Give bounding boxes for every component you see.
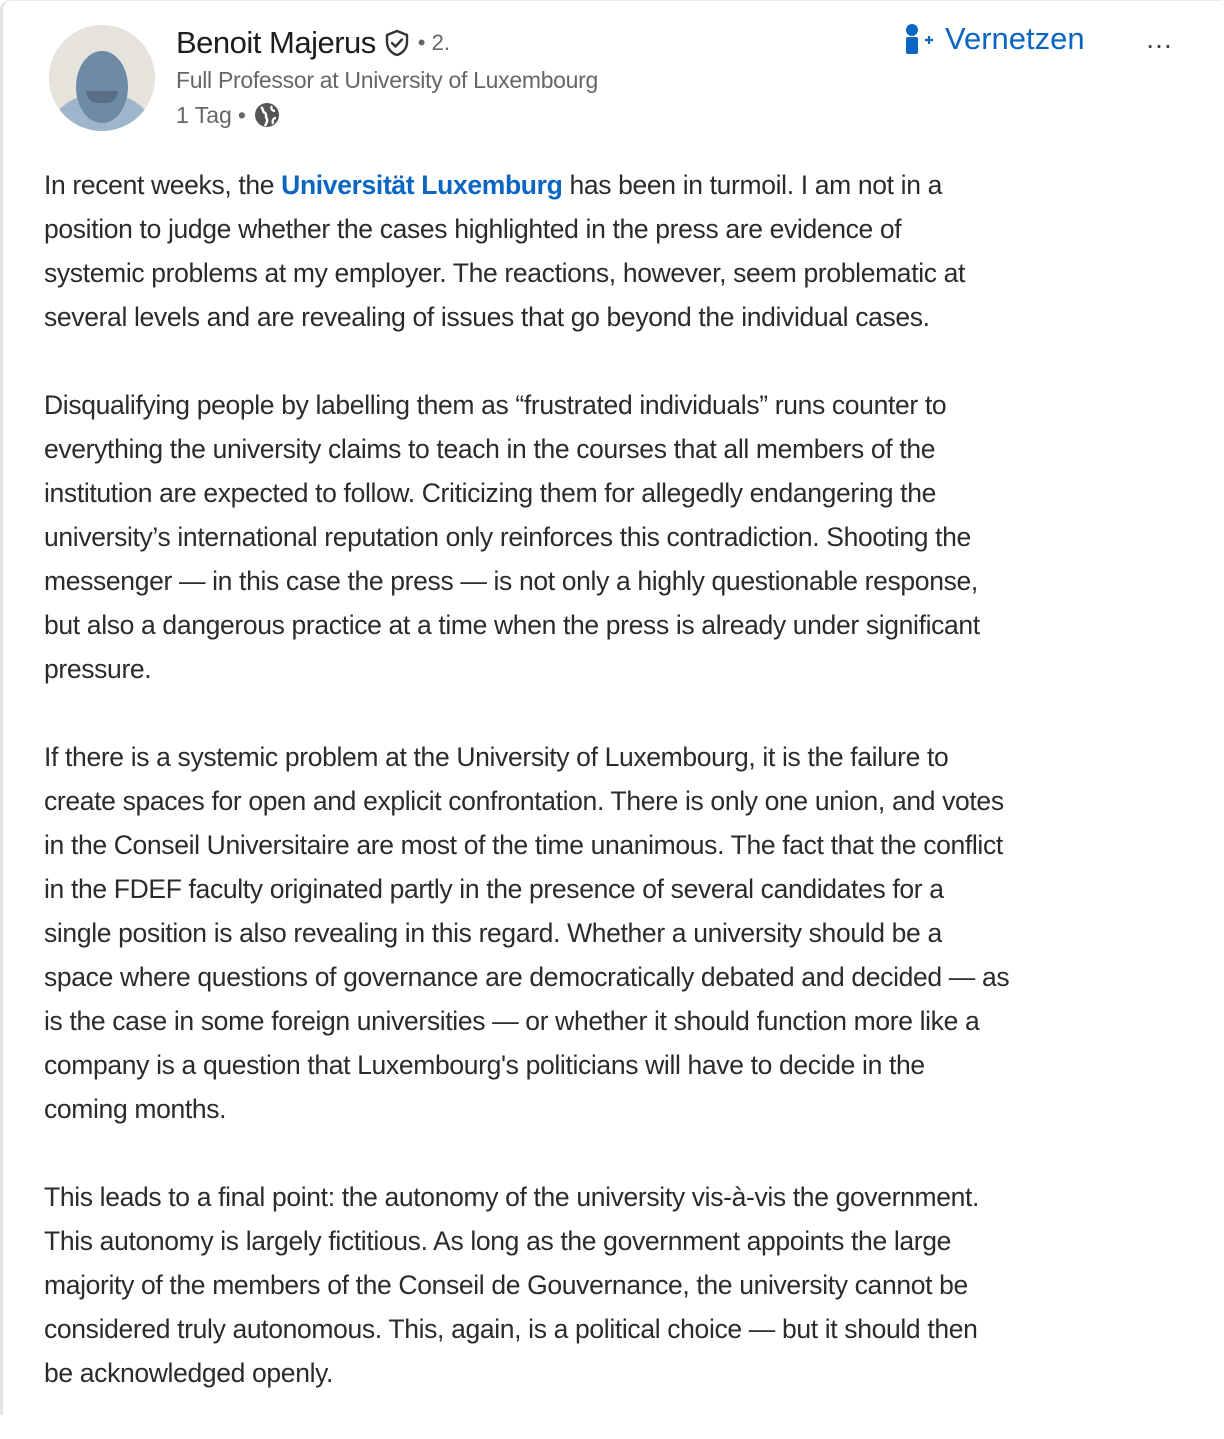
verified-shield-icon bbox=[384, 29, 410, 57]
post-time: 1 Tag bbox=[176, 101, 232, 128]
person-add-icon bbox=[903, 22, 935, 56]
post-paragraph-4 bbox=[44, 1175, 1204, 1395]
post-paragraph-1 bbox=[44, 163, 1204, 339]
post-line: in the Conseil Universitaire are most of the time unanimous. The fact that the conflict bbox=[44, 830, 1003, 860]
post-line: be acknowledged openly. bbox=[44, 1358, 334, 1388]
mention-link[interactable]: Universität Luxemburg bbox=[281, 170, 563, 200]
post-line: position to judge whether the cases highlighted in the press are evidence of bbox=[44, 214, 902, 244]
post-line: is the case in some foreign universities — or whether it should function more like a bbox=[44, 1006, 980, 1036]
more-options-button[interactable] bbox=[1145, 23, 1175, 55]
author-name[interactable]: Benoit Majerus bbox=[176, 25, 376, 60]
post-line bbox=[44, 163, 1204, 207]
post-line: space where questions of governance are democratically debated and decided — as bbox=[44, 962, 1010, 992]
author-headline: Full Professor at University of Luxembourg bbox=[176, 67, 599, 93]
avatar-head-shape bbox=[76, 51, 128, 123]
post-meta bbox=[176, 100, 282, 130]
meta-separator: • bbox=[237, 101, 246, 128]
post-line: company is a question that Luxembourg's politicians will have to decide in the bbox=[44, 1050, 925, 1080]
post-line: considered truly autonomous. This, again, is a political choice — but it should then bbox=[44, 1314, 978, 1344]
post-line: This leads to a final point: the autonomy of the university vis-à-vis the government. bbox=[44, 1182, 980, 1212]
post-paragraph-2 bbox=[44, 383, 1204, 691]
post-body bbox=[44, 163, 1204, 1439]
post-line: but also a dangerous practice at a time when the press is already under significant bbox=[44, 610, 980, 640]
connect-label: Vernetzen bbox=[945, 21, 1085, 56]
post-line: university’s international reputation only reinforces this contradiction. Shooting the bbox=[44, 522, 971, 552]
more-options-icon: … bbox=[1145, 23, 1175, 54]
text-run: has been in turmoil. I am not in a bbox=[562, 170, 943, 200]
post-line: If there is a systemic problem at the University of Luxembourg, it is the failure to bbox=[44, 742, 949, 772]
post-line: This autonomy is largely fictitious. As long as the government appoints the large bbox=[44, 1226, 952, 1256]
text-run: In recent weeks, the bbox=[44, 170, 282, 200]
post-line: majority of the members of the Conseil de Gouvernance, the university cannot be bbox=[44, 1270, 968, 1300]
post-line: systemic problems at my employer. The reactions, however, seem problematic at bbox=[44, 258, 966, 288]
connect-button[interactable] bbox=[903, 21, 1085, 57]
post-line: single position is also revealing in this regard. Whether a university should be a bbox=[44, 918, 942, 948]
post-paragraph-3 bbox=[44, 735, 1204, 1131]
post-line: several levels and are revealing of issues that go beyond the individual cases. bbox=[44, 302, 930, 332]
post-line: create spaces for open and explicit confrontation. There is only one union, and votes bbox=[44, 786, 1004, 816]
post-line: coming months. bbox=[44, 1094, 227, 1124]
post-line: in the FDEF faculty originated partly in the presence of several candidates for a bbox=[44, 874, 944, 904]
post-line: messenger — in this case the press — is not only a highly questionable response, bbox=[44, 566, 978, 596]
post-line: pressure. bbox=[44, 654, 152, 684]
author-name-row bbox=[176, 25, 450, 61]
post-line: institution are expected to follow. Criticizing them for allegedly endangering the bbox=[44, 478, 936, 508]
globe-icon bbox=[252, 100, 282, 130]
connection-degree: • 2. bbox=[417, 30, 450, 55]
post-line: Disqualifying people by labelling them as “frustrated individuals” runs counter to bbox=[44, 390, 947, 420]
post-line: everything the university claims to teach in the courses that all members of the bbox=[44, 434, 936, 464]
avatar[interactable] bbox=[49, 25, 155, 131]
